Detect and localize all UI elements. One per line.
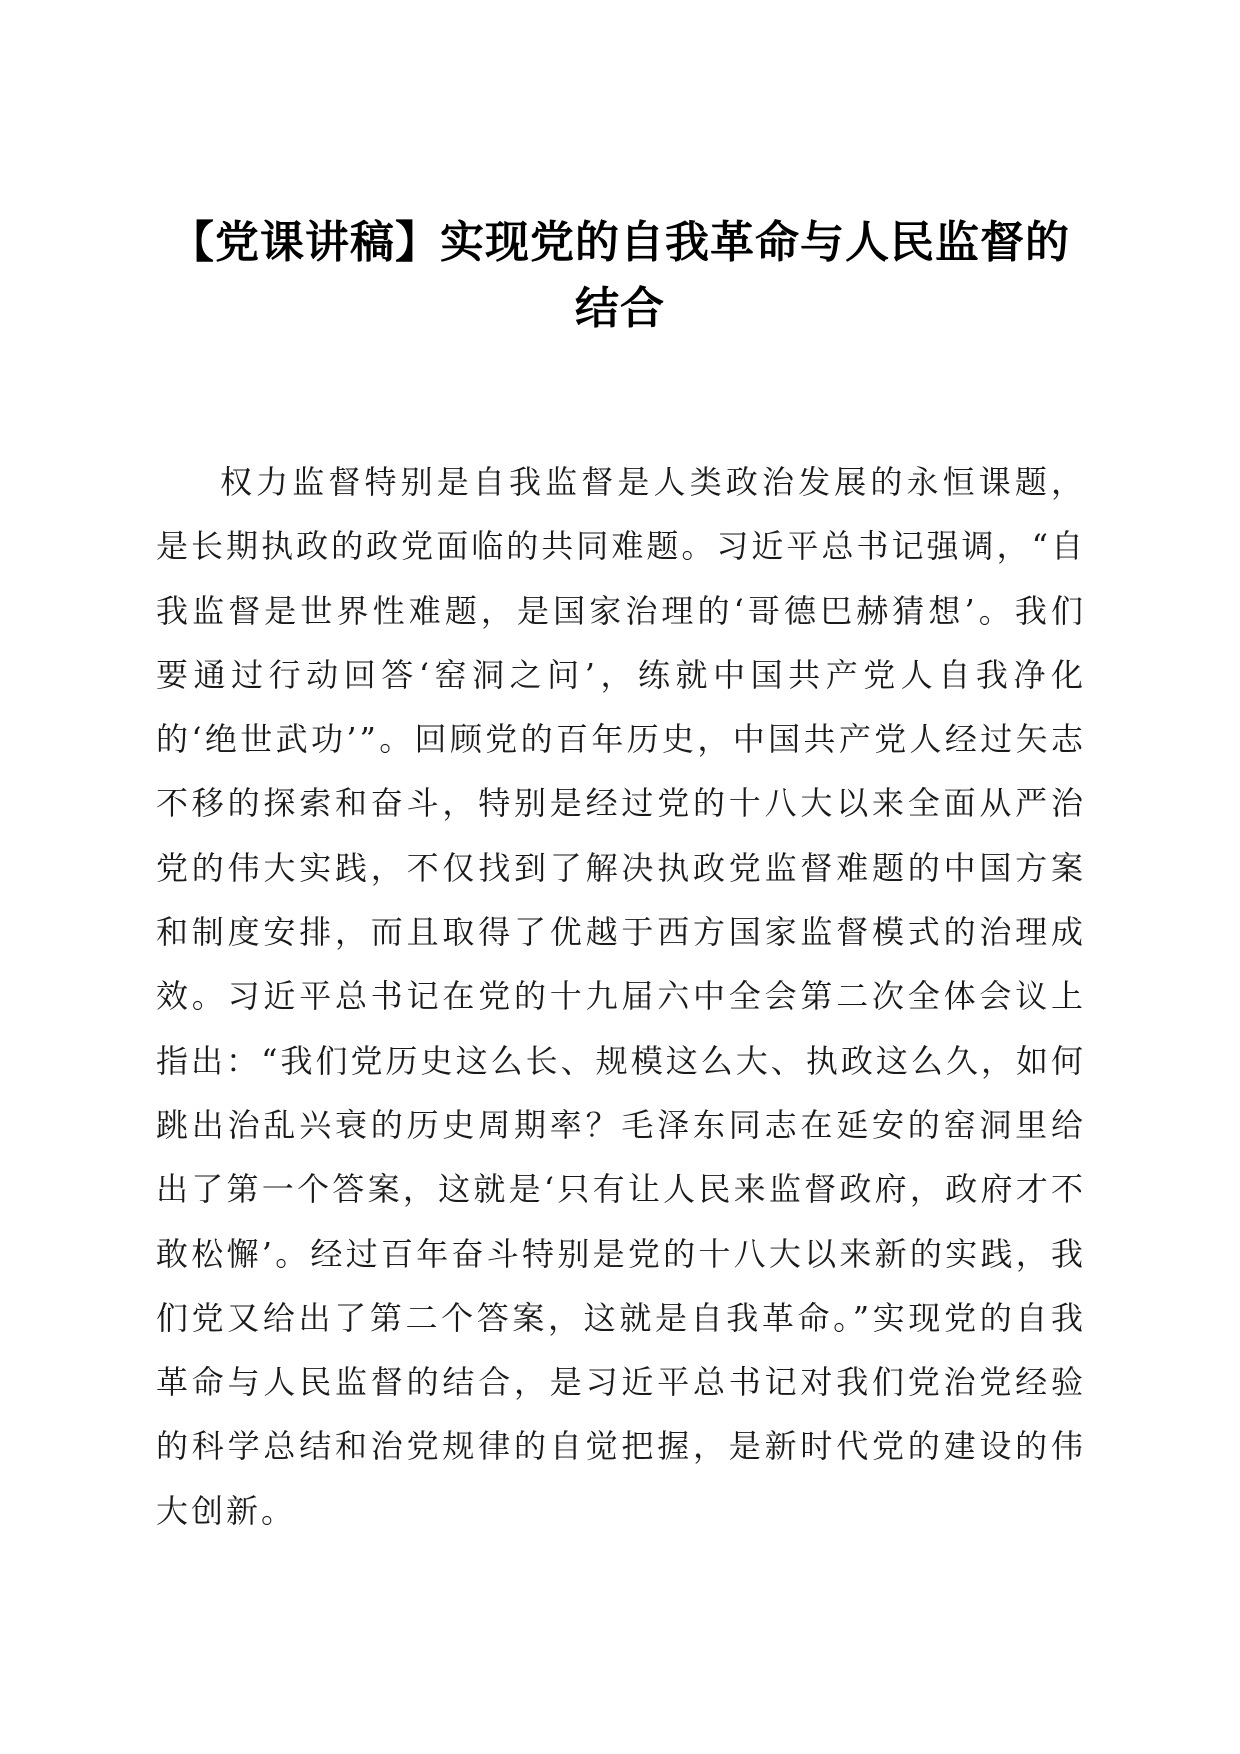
document-title-line-2: 结合 xyxy=(575,283,665,334)
document-title xyxy=(150,210,1090,342)
body-paragraph: 权力监督特别是自我监督是人类政治发展的永恒课题，是长期执政的政党面临的共同难题。习近平总书记强调，“自我监督是世界性难题，是国家治理的‘哥德巴赫猜想’。我们要通过行动回答‘窑洞之问’，练就中国共产党人自我净化的‘绝世武功’”。回顾党的百年历史，中国共产党人经过矢志不移的探索和奋斗，特别是经过党的十八大以来全面从严治党的伟大实践，不仅找到了解决执政党监督难题的中国方案和制度安排，而且取得了优越于西方国家监督模式的治理成效。习近平总书记在党的十九届六中全会第二次全体会议上指出：“我们党历史这么长、规模这么大、执政这么久，如何跳出治乱兴衰的历史周期率？毛泽东同志在延安的窑洞里给出了第一个答案，这就是‘只有让人民来监督政府，政府才不敢松懈’。经过百年奋斗特别是党的十八大以来新的实践，我们党又给出了第二个答案，这就是自我革命。”实现党的自我革命与人民监督的结合，是习近平总书记对我们党治党经验的科学总结和治党规律的自觉把握，是新时代党的建设的伟大创新。 xyxy=(156,463,1086,1530)
document-title-line-1: 【党课讲稿】实现党的自我革命与人民监督的 xyxy=(170,217,1070,268)
